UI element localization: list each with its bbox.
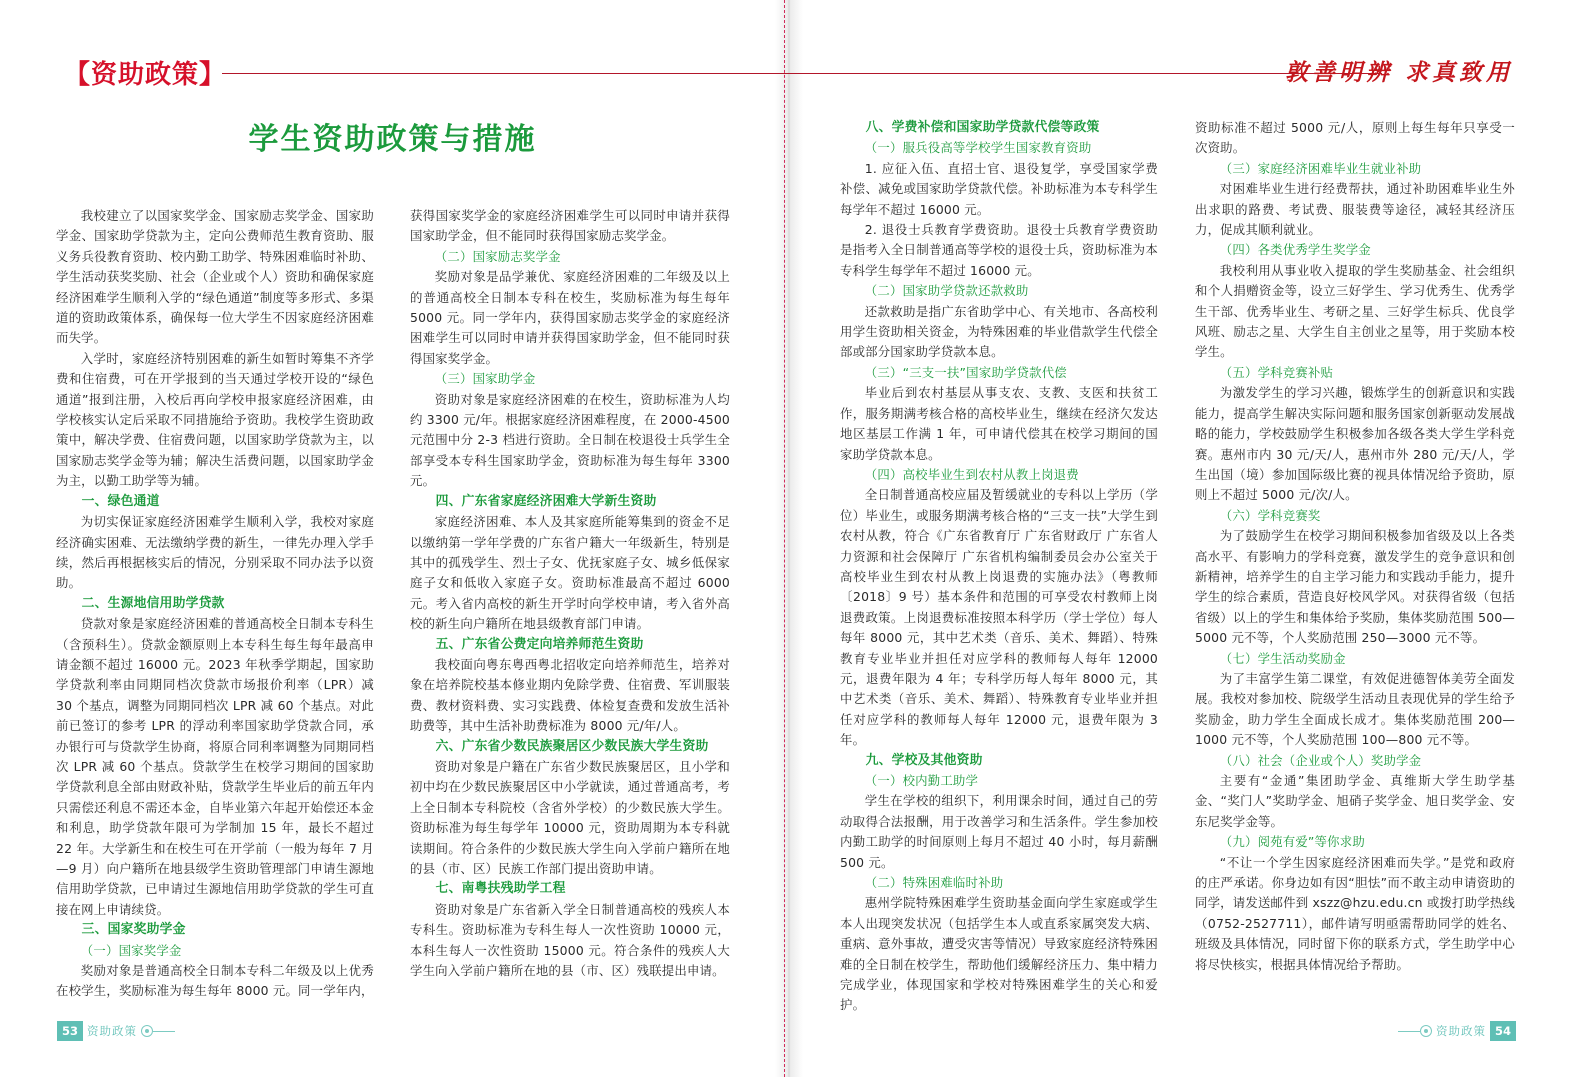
subsection-heading: （三）“三支一扶”国家助学贷款代偿 — [864, 364, 1067, 380]
footer-divider — [1398, 1031, 1420, 1032]
subsection-heading: （一）校内勤工助学 — [864, 773, 979, 788]
body-paragraph: 还款救助是指广东省助学中心、有关地市、各高校利用学生资助相关资金，为特殊困难的毕业借款学生代偿全部或部分国家助学贷款本息。 — [840, 303, 1158, 360]
text-column-4 — [1195, 118, 1515, 975]
subsection-heading: （六）学科竞赛奖 — [1219, 507, 1321, 523]
header-rule — [222, 73, 1382, 74]
body-paragraph: 对困难毕业生进行经费帮扶，通过补助困难毕业生外出求职的路费、考试费、服装费等途径，减轻其经济压力，促成其顺利就业。 — [1195, 181, 1515, 238]
body-paragraph: 奖励对象是品学兼优、家庭经济困难的二年级及以上的普通高校全日制本专科在校生，奖励标准为每生每年 5000 元。同一学年内，获得国家励志奖学金的家庭经济困难学生可以同时申请并获得国家助学金，但不能同时获得国家奖学金。 — [410, 269, 730, 366]
school-motto: 敦善明辨 求真致用 — [1284, 59, 1513, 86]
subsection-heading: （二）国家励志奖学金 — [434, 248, 561, 264]
body-paragraph: 为切实保证家庭经济困难学生顺利入学，我校对家庭经济确实困难、无法缴纳学费的新生，一律先办理入学手续，然后再根据核实后的情况，分别采取不同办法予以资助。 — [56, 514, 374, 591]
body-paragraph: 为激发学生的学习兴趣，锻炼学生的创新意识和实践能力，提高学生解决实际问题和服务国家创新驱动发展战略的能力，学校鼓励学生积极参加各级各类大学生学科竞赛。惠州市内 30 元/天/人，惠州市外 280 元/天/人，学生出国（境）参加国际级比赛的视具体情况给予资助，原则上不超过 5000 元/次/人。 — [1195, 385, 1515, 503]
subsection-heading: （四）高校毕业生到农村从教上岗退费 — [864, 466, 1079, 482]
subsection-heading: （七）学生活动奖励金 — [1219, 650, 1346, 666]
text-column-3 — [840, 118, 1158, 1016]
spine-stitch-line — [784, 0, 785, 1077]
section-heading: 二、生源地信用助学贷款 — [81, 595, 225, 611]
subsection-heading: （五）学科竞赛补贴 — [1219, 364, 1334, 380]
body-paragraph: 奖励对象是普通高校全日制本专科二年级及以上优秀在校学生，奖励标准为每生每年 8000 元。同一学年内， — [56, 963, 374, 999]
page-number-right: 54 — [1490, 1021, 1516, 1041]
body-paragraph: 1. 应征入伍、直招士官、退役复学，享受国家学费补偿、减免或国家助学贷款代偿。补助标准为本专科学生每学年不超过 16000 元。 — [840, 160, 1158, 217]
section-heading: 九、学校及其他资助 — [865, 752, 983, 768]
body-paragraph: 资助对象是广东省新入学全日制普通高校的残疾人本专科生。资助标准为专科生每人一次性资助 10000 元，本科生每人一次性资助 15000 元。符合条件的残疾人大学生向入学前户籍所在地的县（市、区）残联提出申请。 — [410, 901, 730, 979]
footer-right — [1398, 1021, 1516, 1041]
circle-ornament-icon — [1420, 1025, 1432, 1037]
subsection-heading: （九）阅苑有爱”等你求助 — [1219, 834, 1365, 850]
body-paragraph: 主要有“金通”集团助学金、真维斯大学生助学基金、“奖门人”奖助学金、旭硝子奖学金、旭日奖学金、安东尼奖学金等。 — [1195, 773, 1515, 829]
section-tag: 【资助政策】 — [64, 60, 227, 90]
body-paragraph: 为了丰富学生第二课堂，有效促进德智体美劳全面发展。我校对参加校、院级学生活动且表现优异的学生给予奖励金，助力学生全面成长成才。集体奖励范围 200—1000 元不等，个人奖励范围 100—800 元不等。 — [1195, 670, 1515, 748]
subsection-heading: （四）各类优秀学生奖学金 — [1219, 242, 1371, 258]
page-number-left: 53 — [57, 1021, 83, 1041]
body-paragraph: 2. 退役士兵教育学费资助。退役士兵教育学费资助是指考入全日制普通高等学校的退役士兵，资助标准为本专科学生每学年不超过 16000 元。 — [840, 222, 1158, 278]
footer-label-left: 资助政策 — [87, 1024, 138, 1038]
text-column-1 — [56, 206, 374, 1002]
body-paragraph: 全日制普通高校应届及暂缓就业的专科以上学历（学位）毕业生，或服务期满考核合格的“三支一扶”大学生到农村从教，符合《广东省教育厅 广东省财政厅 广东省人力资源和社会保障厅 广东省机构编制委员会办公室关于高校毕业生到农村从教上岗退费的实施办法》（粤教师〔2018〕9 号）基本条件和范围的可享受农村教师上岗退费政策。上岗退费标准按照本科学历（学士学位）每人每年 8000 元，其中艺术类（音乐、美术、舞蹈）、特殊教育专业毕业并担任对应学科的教师每人每年 12000 元，退费年限为 4 年；专科学历每人每年 8000 元，其中艺术类（音乐、美术、舞蹈）、特殊教育专业毕业并担任对应学科的教师每人每年 12000 元，退费年限为 3 年。 — [840, 487, 1158, 748]
body-paragraph: “不让一个学生因家庭经济困难而失学。”是党和政府的庄严承诺。你身边如有因“胆怯”而不敢主动申请资助的同学，请发送邮件到 xszz@hzu.edu.cn 或拨打助学热线（0752-2527711），邮件请写明亟需帮助同学的姓名、班级及具体情况，同时留下你的联系方式，学生助学中心将尽快核实，根据具体情况给予帮助。 — [1195, 854, 1516, 972]
body-paragraph: 贷款对象是家庭经济困难的普通高校全日制本专科生（含预科生）。贷款金额原则上本专科生每生每年最高申请金额不超过 16000 元。2023 年秋季学期起，国家助学贷款利率由同期同档次贷款市场报价利率（LPR）减 30 个基点，调整为同期同档次 LPR 减 60 个基点。对此前已签订的参考 LPR 的浮动利率国家助学贷款合同，承办银行可与贷款学生协商，将原合同利率调整为同期同档次 LPR 减 60 个基点。贷款学生在校学习期间的国家助学贷款利息全部由财政补贴，贷款学生毕业后的前五年内只需偿还利息不需还本金，自毕业第六年起开始偿还本金和利息，助学贷款年限可为学制加 15 年，最长不超过 22 年。大学新生和在校生可在开学前（一般为每年 7 月—9 月）向户籍所在地县级学生资助管理部门申请生源地信用助学贷款，已申请过生源地信用助学贷款的学生可直接在网上申请续贷。 — [56, 616, 374, 917]
body-paragraph: 我校建立了以国家奖学金、国家励志奖学金、国家助学金、国家助学贷款为主，定向公费师范生教育资助、服义务兵役教育资助、校内勤工助学、特殊困难临时补助、学生活动获奖奖励、社会（企业或个人）资助和确保家庭经济困难学生顺利入学的“绿色通道”制度等多形式、多渠道的资助政策体系，确保每一位大学生不因家庭经济困难而失学。 — [56, 208, 374, 346]
body-paragraph: 惠州学院特殊困难学生资助基金面向学生家庭或学生本人出现突发状况（包括学生本人或直系家属突发大病、重病、意外事故，遭受灾害等情况）导致家庭经济特殊困难的全日制在校学生，帮助他们缓解经济压力、集中精力完成学业，体现国家和学校对特殊困难学生的关心和爱护。 — [840, 895, 1158, 1013]
text-column-2 — [410, 206, 730, 981]
section-heading: 一、绿色通道 — [81, 493, 160, 509]
subsection-heading: （八）社会（企业或个人）奖助学金 — [1219, 752, 1422, 768]
footer-divider — [153, 1031, 175, 1032]
book-spine — [775, 0, 803, 1077]
section-heading: 六、广东省少数民族聚居区少数民族大学生资助 — [435, 738, 709, 754]
body-paragraph: 家庭经济困难、本人及其家庭所能筹集到的资金不足以缴纳第一学年学费的广东省户籍大一年级新生，特别是其中的孤残学生、烈士子女、优抚家庭子女、城乡低保家庭子女和低收入家庭子女。资助标准最高不超过 6000 元。考入省内高校的新生开学时向学校申请，考入省外高校的新生向户籍所在地县级教育部门申请。 — [410, 514, 730, 632]
subsection-heading: （二）特殊困难临时补助 — [864, 875, 1004, 891]
article-title: 学生资助政策与措施 — [248, 122, 537, 157]
footer-label-right: 资助政策 — [1435, 1024, 1486, 1038]
footer-left — [57, 1021, 175, 1041]
body-paragraph: 我校面向粤东粤西粤北招收定向培养师范生，培养对象在培养院校基本修业期内免除学费、住宿费、军训服装费、教材资料费、实习实践费、体检复查费和发放生活补助费等，其中生活补助费标准为 8000 元/年/人。 — [410, 656, 730, 734]
subsection-heading: （三）国家助学金 — [434, 371, 536, 387]
body-paragraph: 入学时，家庭经济特别困难的新生如暂时筹集不齐学费和住宿费，可在开学报到的当天通过学校开设的“绿色通道”报到注册，入校后再向学校申报家庭经济困难，由学校核实认定后采取不同措施给予资助。我校学生资助政策中，解决学费、住宿费问题，以国家助学贷款为主，以国家励志奖学金等为辅；解决生活费问题，以国家助学金为主，以勤工助学等为辅。 — [56, 350, 374, 489]
body-paragraph: 资助对象是户籍在广东省少数民族聚居区，且小学和初中均在少数民族聚居区中小学就读，通过普通高考，考上全日制本专科院校（含省外学校）的少数民族大学生。资助标准为每生每学年 10000 元，资助周期为本专科就读期间。符合条件的少数民族大学生向入学前户籍所在地的县（市、区）民族工作部门提出资助申请。 — [410, 758, 730, 876]
section-heading: 四、广东省家庭经济困难大学新生资助 — [435, 493, 657, 509]
section-heading: 三、国家奖助学金 — [81, 922, 186, 938]
body-paragraph: 学生在学校的组织下，利用课余时间，通过自己的劳动取得合法报酬，用于改善学习和生活条件。学生参加校内勤工助学的时间原则上每月不超过 40 小时，每月薪酬 500 元。 — [840, 793, 1158, 870]
subsection-heading: （二）国家助学贷款还款救助 — [864, 283, 1029, 299]
subsection-heading: （一）国家奖学金 — [80, 942, 182, 958]
section-heading: 五、广东省公费定向培养师范生资助 — [435, 636, 644, 652]
subsection-heading: （三）家庭经济困难毕业生就业补助 — [1219, 160, 1422, 176]
section-heading: 八、学费补偿和国家助学贷款代偿等政策 — [865, 120, 1100, 135]
circle-ornament-icon — [141, 1025, 153, 1037]
body-paragraph: 为了鼓励学生在校学习期间积极参加省级及以上各类高水平、有影响力的学科竞赛，激发学生的竞争意识和创新精神，培养学生的自主学习能力和实践动手能力，提升学生的综合素质，营造良好校风学风。对获得省级（包括省级）以上的学生和集体给予奖励，集体奖励范围 500—5000 元不等，个人奖励范围 250—3000 元不等。 — [1195, 528, 1515, 646]
body-paragraph: 资助对象是家庭经济困难的在校生，资助标准为人均约 3300 元/年。根据家庭经济困难程度，在 2000-4500 元范围中分 2-3 档进行资助。全日制在校退役士兵学生全部享受本专科生国家助学金，资助标准为每生每年 3300 元。 — [410, 391, 730, 489]
section-heading: 七、南粤扶残助学工程 — [435, 881, 566, 897]
body-paragraph: 毕业后到农村基层从事支农、支教、支医和扶贫工作，服务期满考核合格的高校毕业生，继续在经济欠发达地区基层工作满 1 年，可申请代偿其在校学习期间的国家助学贷款本息。 — [840, 385, 1158, 462]
subsection-heading: （一）服兵役高等学校学生国家教育资助 — [864, 140, 1092, 156]
body-paragraph-continued: 获得国家奖学金的家庭经济困难学生可以同时申请并获得国家助学金，但不能同时获得国家励志奖学金。 — [410, 208, 730, 244]
body-paragraph-continued: 资助标准不超过 5000 元/人，原则上每生每年只享受一次资助。 — [1195, 120, 1515, 156]
body-paragraph: 我校利用从事业收入提取的学生奖励基金、社会组织和个人捐赠资金等，设立三好学生、学习优秀生、优秀学生干部、优秀毕业生、考研之星、三好学生标兵、优良学风班、励志之星、大学生自主创业之星等，用于奖励本校学生。 — [1195, 262, 1515, 360]
